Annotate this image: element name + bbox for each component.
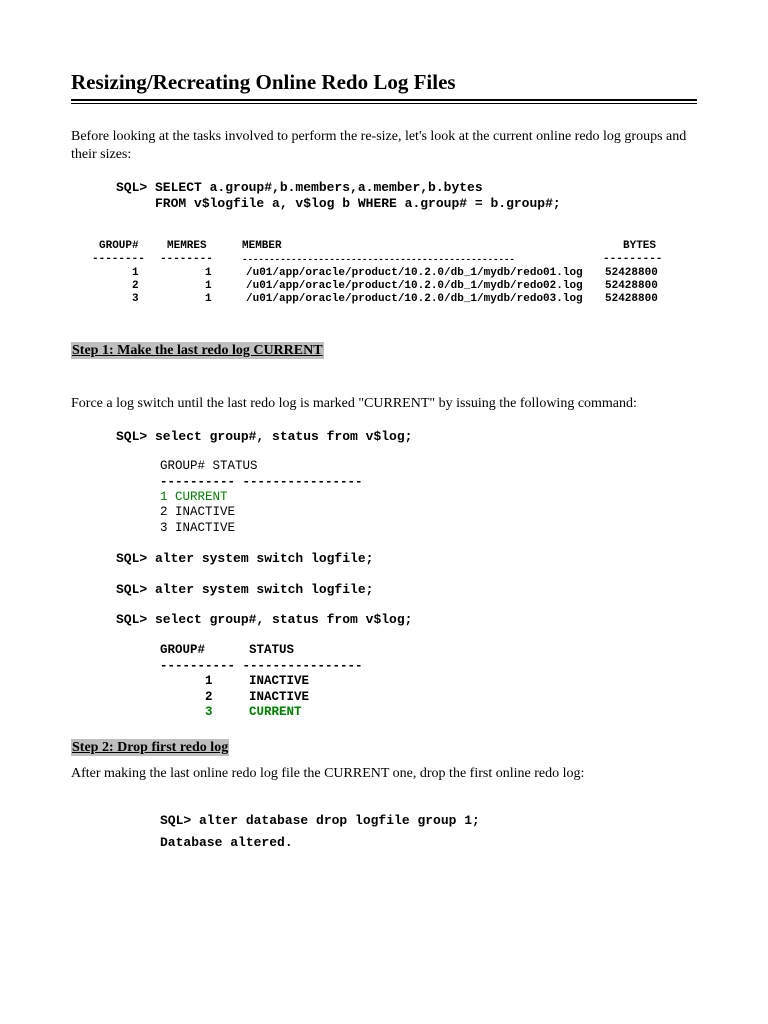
- col-header-member: MEMBER: [242, 240, 282, 252]
- result2-row-2-group: 2: [205, 690, 213, 704]
- table-row-2-group: 2: [132, 280, 139, 292]
- result1-row-1: 1 CURRENT: [160, 490, 228, 504]
- title-rule-thin: [71, 103, 697, 104]
- result2-row-2-status: INACTIVE: [249, 690, 310, 704]
- table-row-2-members: 1: [205, 280, 212, 292]
- step2-result: Database altered.: [160, 835, 293, 850]
- col-header-members: MEMRES: [167, 240, 207, 252]
- result2-header-group: GROUP#: [160, 643, 206, 657]
- table-row-2-bytes: 52428800: [605, 280, 658, 292]
- result2-row-3-status: CURRENT: [249, 705, 302, 719]
- col-header-group: GROUP#: [99, 240, 139, 252]
- page-title: Resizing/Recreating Online Redo Log Files: [71, 70, 456, 94]
- dash-members: --------: [160, 253, 213, 265]
- table-row-3-members: 1: [205, 293, 212, 305]
- table-row-3-bytes: 52428800: [605, 293, 658, 305]
- step2-heading: Step 2: Drop first redo log: [72, 740, 229, 755]
- result2-row-3-group: 3: [205, 705, 213, 719]
- result2-dashes: ---------- ----------------: [160, 659, 363, 673]
- result1-row-2: 2 INACTIVE: [160, 505, 236, 519]
- result1-row-3: 3 INACTIVE: [160, 521, 236, 535]
- col-header-bytes: BYTES: [623, 240, 657, 252]
- result1-dashes: ---------- ----------------: [160, 475, 363, 489]
- step1-paragraph: Force a log switch until the last redo log is marked "CURRENT" by issuing the following command:: [71, 396, 637, 411]
- title-rule: [71, 99, 697, 101]
- dash-member: --------------------------------------------------: [242, 254, 515, 265]
- step2-sql: SQL> alter database drop logfile group 1;: [160, 813, 480, 828]
- query1-line1: SQL> SELECT a.group#,b.members,a.member,b.bytes: [116, 180, 483, 195]
- step2-paragraph: After making the last online redo log file the CURRENT one, drop the first online redo log:: [71, 766, 585, 781]
- table-row-1-member: /u01/app/oracle/product/10.2.0/db_1/mydb/redo01.log: [246, 267, 583, 279]
- step1-sql-switch-1: SQL> alter system switch logfile;: [116, 551, 374, 566]
- result2-header-status: STATUS: [249, 643, 295, 657]
- members-table: [0, 240, 768, 310]
- step1-sql-select: SQL> select group#, status from v$log;: [116, 429, 413, 444]
- table-row-3-group: 3: [132, 293, 139, 305]
- intro-paragraph: Before looking at the tasks involved to perform the re-size, let's look at the current online redo log groups and their sizes:: [71, 129, 687, 162]
- table-row-3-member: /u01/app/oracle/product/10.2.0/db_1/mydb/redo03.log: [246, 293, 583, 305]
- step1-sql-switch-2: SQL> alter system switch logfile;: [116, 582, 374, 597]
- query1-line2: FROM v$logfile a, v$log b WHERE a.group# = b.group#;: [116, 196, 561, 211]
- step1-heading: Step 1: Make the last redo log CURRENT: [72, 343, 323, 358]
- result2-row-1-group: 1: [205, 674, 213, 688]
- dash-group: --------: [92, 253, 145, 265]
- result2-row-1-status: INACTIVE: [249, 674, 310, 688]
- table-row-1-group: 1: [132, 267, 139, 279]
- table-row-1-bytes: 52428800: [605, 267, 658, 279]
- dash-bytes: ---------: [603, 253, 663, 265]
- result1-header: GROUP# STATUS: [160, 459, 258, 473]
- step1-sql-select-2: SQL> select group#, status from v$log;: [116, 612, 413, 627]
- table-row-1-members: 1: [205, 267, 212, 279]
- table-row-2-member: /u01/app/oracle/product/10.2.0/db_1/mydb/redo02.log: [246, 280, 583, 292]
